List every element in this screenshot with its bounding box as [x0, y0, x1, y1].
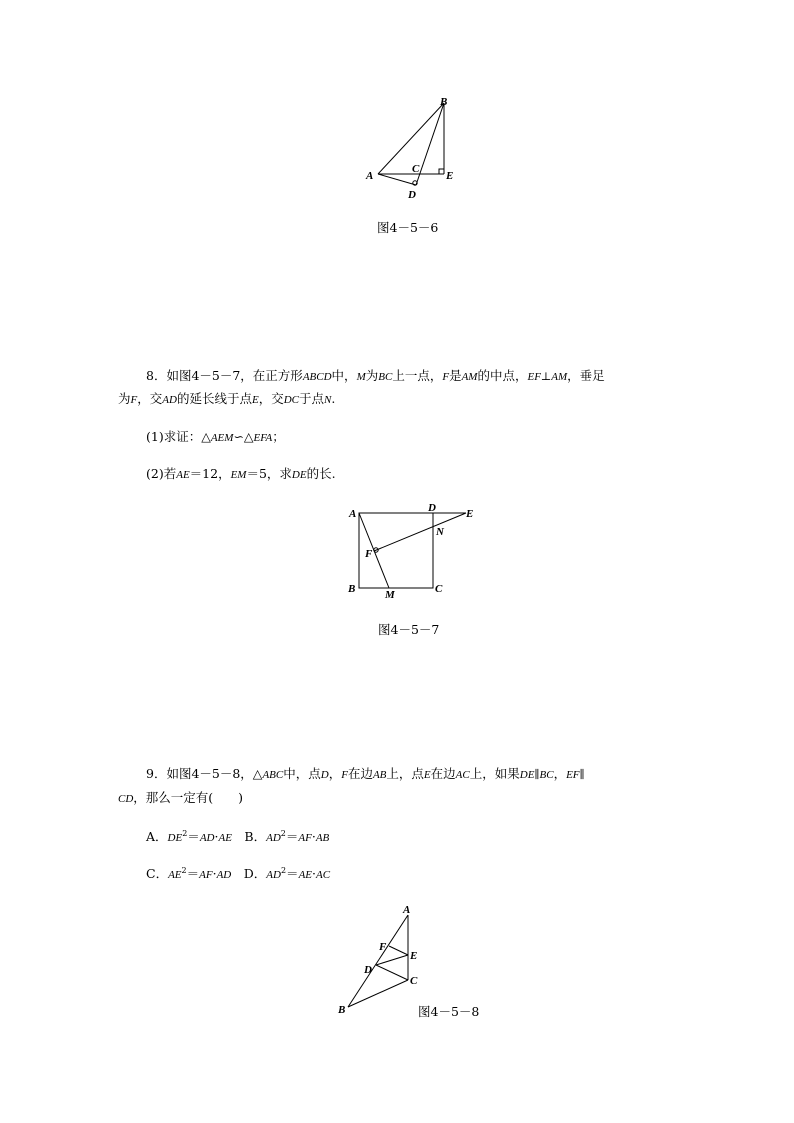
math-term: AD [216, 869, 232, 881]
math-term: ABCD [302, 371, 332, 383]
figure-4-5-8 [330, 900, 430, 1020]
math-term: F [442, 371, 450, 383]
text-run: ＝12， [189, 466, 231, 481]
math-term: N [324, 394, 332, 406]
math-term: DC [283, 394, 299, 406]
math-term: AB [315, 832, 330, 844]
label-a: A [403, 904, 411, 916]
figure-caption: 图4－5－8 [418, 1004, 480, 1019]
text-run: ＝ [186, 866, 200, 881]
problem-number: 8． [146, 368, 167, 383]
text-run: 上，点 [386, 766, 424, 781]
label-b: B [338, 1004, 346, 1016]
math-term: AEM [210, 432, 234, 444]
text-run: ，那么一定有( ) [133, 790, 244, 805]
figure-4-5-6-drawing [360, 95, 470, 205]
label-n: N [436, 526, 444, 538]
text-run: · [212, 866, 217, 881]
math-term: AE [168, 869, 182, 881]
text-run: · [311, 829, 316, 844]
text-run: 的长. [306, 466, 336, 481]
problem-8-line-1 [146, 370, 605, 383]
text-run: C． [146, 866, 169, 881]
math-term: AD [199, 832, 215, 844]
label-d: D [428, 502, 436, 514]
figure-caption: 图4－5－7 [378, 622, 440, 637]
problem-text [166, 766, 584, 781]
text-run: 如图4－5－8，△ [166, 766, 263, 781]
text-run: ； [272, 429, 285, 444]
segment-dc [376, 965, 408, 980]
math-term: AC [455, 769, 470, 781]
problem-8-part-2 [146, 468, 336, 481]
text-run: (1)求证：△ [146, 429, 211, 444]
segment-ad [378, 174, 416, 185]
text-run: · [214, 829, 219, 844]
figure-4-5-8-drawing [330, 900, 430, 1020]
exponent: 2 [280, 829, 286, 838]
math-term: AC [316, 869, 331, 881]
figure-4-5-7-drawing [340, 500, 480, 600]
math-term: DE [167, 832, 183, 844]
text-run: 在边 [347, 766, 373, 781]
text-run: (2)若 [146, 466, 177, 481]
math-term: EF⊥AM [527, 371, 568, 383]
text-run: 中，点 [283, 766, 321, 781]
text-run: 如图4－5－7，在正方形 [166, 368, 303, 383]
text-run: 的中点， [477, 368, 528, 383]
segment-bd [416, 103, 444, 185]
text-run: ＝ [286, 866, 299, 881]
text-run: ＝ [285, 829, 299, 844]
text-run: . [331, 391, 336, 406]
label-b: B [348, 583, 356, 595]
label-d: D [364, 964, 372, 976]
math-term: AD [162, 394, 177, 406]
text-run: 于点 [298, 391, 324, 406]
text-run: ，交 [137, 391, 163, 406]
problem-9-line-2 [118, 792, 243, 805]
text-run: 为 [365, 368, 379, 383]
math-term: EF∥ [566, 769, 585, 781]
math-term: DE∥BC [519, 769, 554, 781]
math-term: EFA [253, 432, 273, 444]
math-term: AF [298, 832, 312, 844]
math-term: F [130, 394, 138, 406]
problem-9-line-1 [146, 768, 585, 781]
problem-text [166, 368, 604, 383]
text-run: ∽△ [233, 429, 254, 444]
math-term: AE [298, 869, 313, 881]
text-run: ，交 [258, 391, 284, 406]
math-term: E [251, 394, 259, 406]
text-run: 上，如果 [469, 766, 520, 781]
figure-4-5-6 [360, 95, 470, 205]
segment-fe [374, 513, 466, 551]
problem-8-line-2 [118, 393, 335, 406]
math-term: EM [230, 469, 247, 481]
label-f: F [365, 548, 373, 560]
exponent: 2 [181, 866, 187, 875]
math-term: D [320, 769, 329, 781]
math-term: ABC [262, 769, 284, 781]
math-term: AB [372, 769, 387, 781]
text-run: 的延长线于点 [176, 391, 252, 406]
math-term: DE [291, 469, 307, 481]
math-term: AE [176, 469, 190, 481]
text-run: 为 [118, 391, 131, 406]
math-term: AD [266, 832, 281, 844]
label-d: D [408, 189, 416, 201]
label-a: A [366, 170, 374, 182]
math-term: AD [266, 869, 281, 881]
segment-fe [389, 946, 408, 955]
text-run: ＝ [187, 829, 200, 844]
text-run: 在边 [430, 766, 456, 781]
text-run: ，垂足 [567, 368, 605, 383]
label-a: A [349, 508, 357, 520]
problem-number: 9． [146, 766, 167, 781]
right-angle-mark-e [439, 169, 444, 174]
math-term: BC [378, 371, 393, 383]
label-b: B [440, 96, 448, 108]
math-term: AM [461, 371, 478, 383]
figure-caption: 图4－5－6 [377, 220, 439, 235]
text-run: · [312, 866, 316, 881]
text-run: 上一点， [392, 368, 443, 383]
label-c: C [435, 583, 443, 595]
math-term: M [356, 371, 366, 383]
math-term: E [423, 769, 431, 781]
label-c: C [412, 163, 420, 175]
text-run: 中， [331, 368, 357, 383]
text-run: D． [231, 866, 267, 881]
math-term: AF [199, 869, 213, 881]
text-run: B． [231, 829, 267, 844]
options-a-b [146, 831, 329, 844]
label-e: E [446, 170, 454, 182]
problem-8-part-1 [146, 431, 285, 444]
label-e: E [410, 950, 418, 962]
options-c-d [146, 868, 330, 881]
math-term: AE [218, 832, 232, 844]
exponent: 2 [280, 866, 287, 875]
label-e: E [466, 508, 474, 520]
math-term: F [341, 769, 348, 781]
figure-4-5-7 [340, 500, 480, 600]
text-run: ， [328, 766, 342, 781]
segment-ab [378, 103, 444, 174]
text-run: 是 [449, 368, 462, 383]
math-term: CD [118, 793, 134, 805]
label-f: F [379, 941, 387, 953]
exponent: 2 [182, 829, 188, 838]
text-run: ， [553, 766, 567, 781]
label-c: C [410, 975, 418, 987]
label-m: M [385, 589, 395, 601]
text-run: A． [146, 829, 168, 844]
text-run: ＝5，求 [246, 466, 292, 481]
